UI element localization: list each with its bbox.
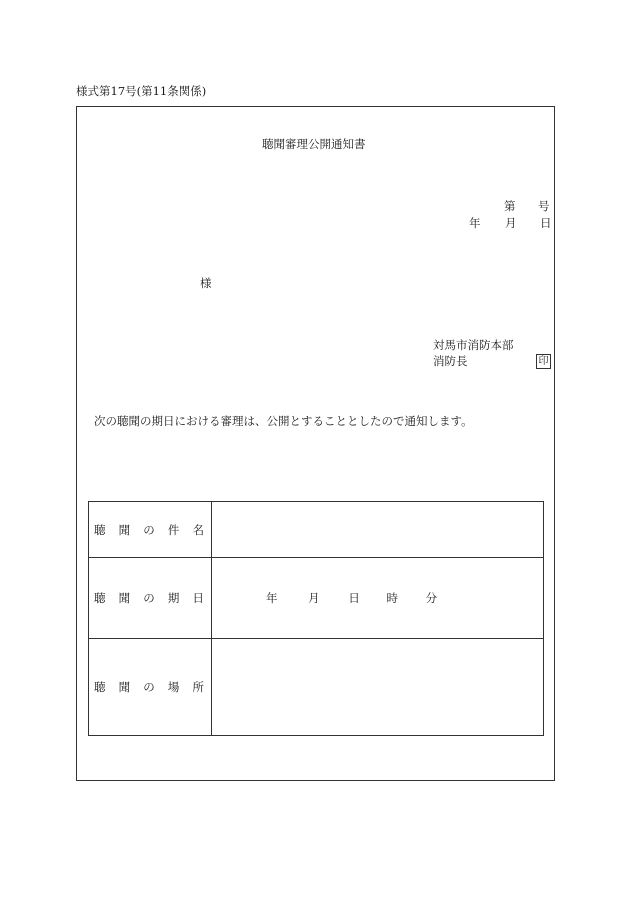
- table-row-date: [89, 558, 544, 639]
- date-day-label: 日: [540, 216, 552, 230]
- doc-number-prefix: 第: [504, 199, 516, 213]
- hearing-info-table: [88, 501, 544, 736]
- table-row-place: [89, 639, 544, 736]
- label-char: 所: [192, 680, 204, 694]
- datetime-hour-label: 時: [386, 591, 398, 605]
- form-number: 様式第17号(第11条関係): [76, 84, 207, 98]
- seal-stamp: 印: [536, 354, 551, 369]
- label-char: 名: [192, 522, 204, 537]
- label-char: の: [143, 680, 155, 694]
- label-char: 日: [192, 591, 204, 605]
- datetime-minute-label: 分: [425, 591, 438, 605]
- label-char: の: [143, 522, 155, 537]
- label-hearing-subject: [89, 502, 212, 558]
- datetime-day-label: 日: [348, 591, 360, 605]
- label-char: 聴: [94, 591, 106, 605]
- label-char: 聞: [118, 522, 131, 537]
- date-year-label: 年: [469, 216, 481, 230]
- label-char: 聴: [94, 522, 106, 537]
- label-char: 聞: [118, 591, 131, 605]
- label-char: 場: [167, 680, 180, 694]
- label-char: 件: [167, 522, 180, 537]
- sender-department: 対馬市消防本部: [433, 338, 514, 352]
- datetime-month-label: 月: [308, 591, 320, 605]
- addressee-honorific: 様: [200, 276, 212, 290]
- notice-text: 次の聴聞の期日における審理は、公開とすることとしたので通知します。: [94, 414, 473, 428]
- doc-number-suffix: 号: [538, 199, 550, 213]
- value-hearing-subject[interactable]: [212, 502, 544, 558]
- label-char: 聞: [118, 680, 131, 694]
- datetime-year-label: 年: [266, 591, 278, 605]
- label-char: の: [143, 591, 155, 605]
- date-month-label: 月: [505, 216, 517, 230]
- label-char: 聴: [94, 680, 106, 694]
- label-hearing-place: [89, 639, 212, 736]
- value-hearing-date[interactable]: [212, 558, 544, 639]
- label-char: 期: [167, 591, 180, 605]
- sender-title: 消防長: [433, 354, 468, 368]
- document-title: 聴聞審理公開通知書: [262, 137, 366, 151]
- label-hearing-date: [89, 558, 212, 639]
- value-hearing-place[interactable]: [212, 639, 544, 736]
- table-row-subject: [89, 502, 544, 558]
